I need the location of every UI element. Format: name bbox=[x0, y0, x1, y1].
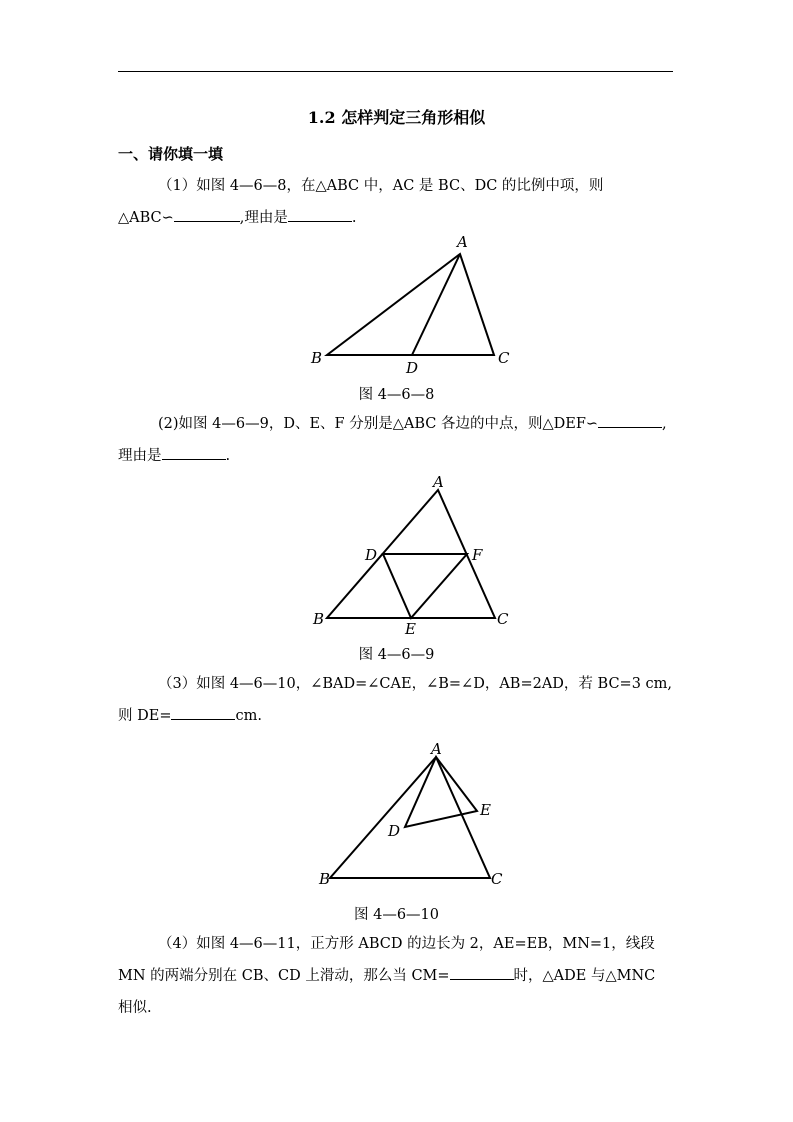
label-e: E bbox=[405, 620, 416, 638]
label-d: D bbox=[406, 359, 419, 377]
q4-line1: （4）如图 4—6—11，正方形 ABCD 的边长为 2，AE=EB，MN=1，线段 bbox=[158, 936, 655, 952]
label-b: B bbox=[311, 349, 323, 367]
q4-line3: 相似. bbox=[118, 1000, 152, 1016]
label-f: F bbox=[472, 546, 483, 564]
q2-blank-1[interactable] bbox=[598, 413, 662, 428]
q4-line2a: MN 的两端分别在 CB、CD 上滑动，那么当 CM= bbox=[118, 968, 450, 984]
question-1 bbox=[118, 170, 673, 234]
figure-4-6-8 bbox=[300, 232, 530, 377]
q2-line2b: . bbox=[225, 448, 231, 464]
label-c: C bbox=[497, 610, 509, 628]
segment-ad bbox=[412, 254, 460, 355]
label-a: A bbox=[457, 233, 468, 251]
figure-4-6-10-caption: 图 4—6—10 bbox=[353, 907, 439, 923]
section-title: 一、请你填一填 bbox=[118, 145, 224, 163]
label-d: D bbox=[388, 822, 401, 840]
q1-line1: （1）如图 4—6—8，在△ABC 中，AC 是 BC、DC 的比例中项，则 bbox=[158, 178, 604, 194]
q3-line2b: cm. bbox=[235, 708, 262, 724]
question-2 bbox=[118, 408, 673, 472]
triangle-def bbox=[383, 554, 467, 618]
q3-blank[interactable] bbox=[171, 705, 235, 720]
q2-line1a: (2)如图 4—6—9，D、E、F 分别是△ABC 各边的中点，则△DEF∽ bbox=[158, 416, 599, 432]
header-rule bbox=[118, 71, 673, 72]
label-e: E bbox=[480, 801, 491, 819]
q3-line1: （3）如图 4—6—10，∠BAD=∠CAE，∠B=∠D，AB=2AD，若 BC=3 cm, bbox=[158, 676, 673, 692]
question-4 bbox=[118, 928, 673, 1024]
label-a: A bbox=[433, 473, 444, 491]
q4-line2b: 时，△ADE 与△MNC bbox=[513, 968, 656, 984]
q1-line2c: . bbox=[351, 210, 357, 226]
q1-blank-2[interactable] bbox=[288, 207, 352, 222]
q3-line2a: 则 DE= bbox=[118, 708, 172, 724]
label-a: A bbox=[431, 740, 442, 758]
label-b: B bbox=[319, 870, 331, 888]
figure-4-6-10 bbox=[310, 735, 520, 890]
page-title: 1.2 怎样判定三角形相似 bbox=[307, 108, 486, 127]
q2-blank-2[interactable] bbox=[162, 445, 226, 460]
q1-blank-1[interactable] bbox=[174, 207, 240, 222]
figure-4-6-9 bbox=[305, 470, 525, 640]
label-d: D bbox=[365, 546, 378, 564]
triangle-abc bbox=[327, 254, 494, 355]
q1-line2a: △ABC∽ bbox=[118, 210, 174, 226]
figure-4-6-8-caption: 图 4—6—8 bbox=[358, 387, 435, 403]
label-c: C bbox=[498, 349, 510, 367]
label-b: B bbox=[313, 610, 325, 628]
q2-line2a: 理由是 bbox=[118, 448, 162, 464]
q4-blank[interactable] bbox=[450, 965, 514, 980]
figure-4-6-9-caption: 图 4—6—9 bbox=[358, 647, 435, 663]
q1-line2b: ,理由是 bbox=[239, 210, 288, 226]
q2-line1b: , bbox=[662, 416, 667, 432]
label-c: C bbox=[491, 870, 503, 888]
question-3 bbox=[118, 668, 673, 732]
